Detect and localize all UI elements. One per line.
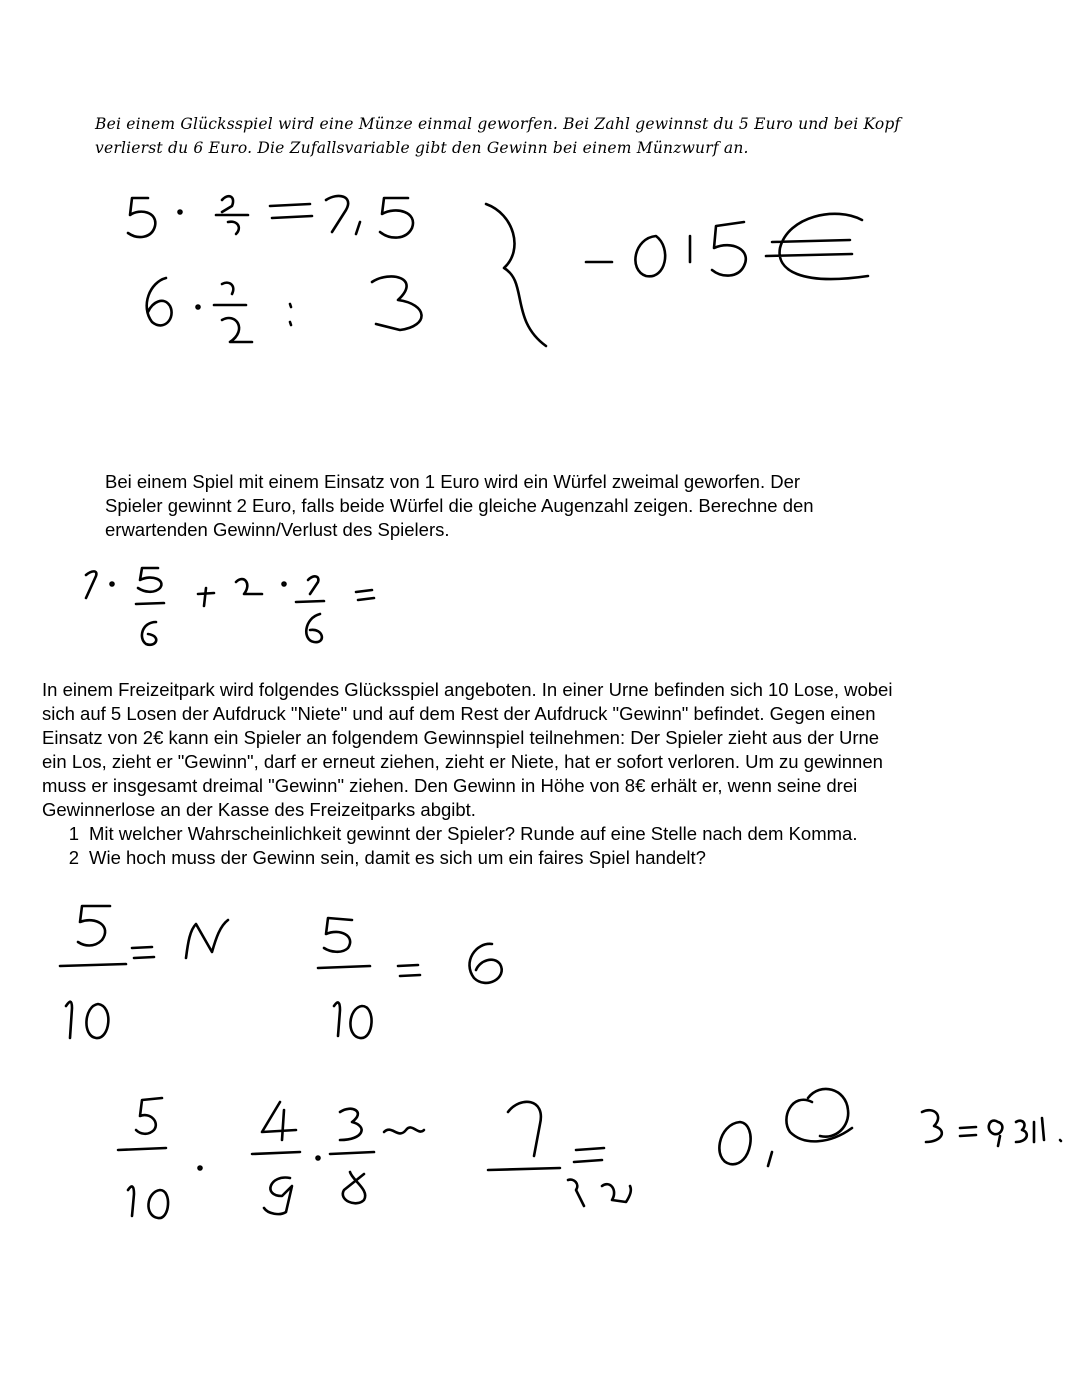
task3-line: muss er insgesamt dreimal "Gewinn" ziehen. Den Gewinn in Höhe von 8€ erhält er, wenn seine drei [42, 775, 858, 796]
task3-line: ein Los, zieht er "Gewinn", darf er erneut ziehen, zieht er Niete, hat er sofort verloren. Um zu gewinnen [42, 751, 883, 772]
task2-line1: Bei einem Spiel mit einem Einsatz von 1 Euro wird ein Würfel zweimal geworfen. Der [105, 471, 801, 492]
question-text: Mit welcher Wahrscheinlichkeit gewinnt der Spieler? Runde auf eine Stelle nach dem Komma. [89, 823, 858, 844]
task1-line2: verlierst du 6 Euro. Die Zufallsvariable gibt den Gewinn bei einem Münzwurf an. [95, 139, 749, 157]
task3-line: In einem Freizeitpark wird folgendes Glücksspiel angeboten. In einer Urne befinden sich 10 Lose, wobei [42, 679, 893, 700]
task3-line: Gewinnerlose an der Kasse des Freizeitparks abgibt. [42, 799, 476, 820]
task2-line2: Spieler gewinnt 2 Euro, falls beide Würfel die gleiche Augenzahl zeigen. Berechne den [105, 495, 814, 516]
task1-line1: Bei einem Glücksspiel wird eine Münze einmal geworfen. Bei Zahl gewinnst du 5 Euro und bei Kopf [95, 115, 901, 133]
question-text: Wie hoch muss der Gewinn sein, damit es sich um ein faires Spiel handelt? [89, 847, 706, 868]
question-number: 1 [68, 823, 79, 844]
task3-line: sich auf 5 Losen der Aufdruck "Niete" und auf dem Rest der Aufdruck "Gewinn" befindet. Gegen einen [42, 703, 876, 724]
task3-line: Einsatz von 2€ kann ein Spieler an folgendem Gewinnspiel teilnehmen: Der Spieler zieht aus der Urne [42, 727, 880, 748]
question-number: 2 [68, 847, 79, 868]
task2-line3: erwartenden Gewinn/Verlust des Spielers. [105, 519, 450, 540]
